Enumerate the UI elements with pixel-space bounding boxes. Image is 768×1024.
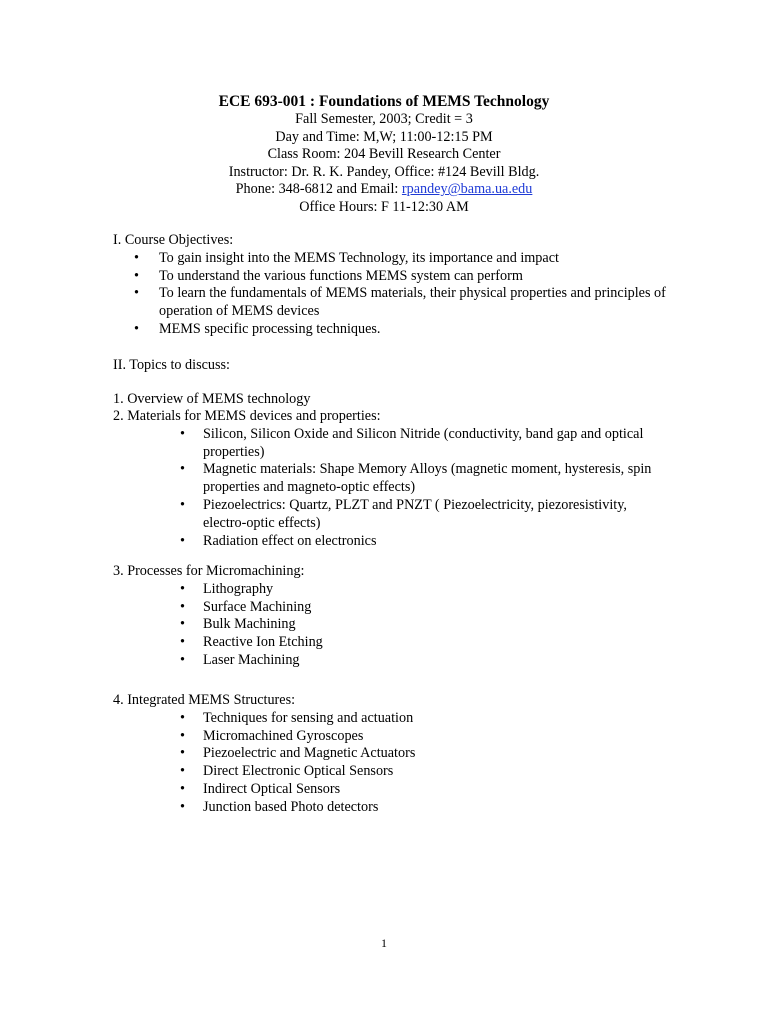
- topic-structures-section: [113, 692, 673, 817]
- course-title: ECE 693-001 : Foundations of MEMS Technology: [218, 93, 550, 110]
- bullet-icon: •: [180, 727, 185, 744]
- list-item: • Junction based Photo detectors: [180, 798, 379, 815]
- structures-list: [113, 710, 673, 817]
- topic-processes: 3. Processes for Micromachining:: [113, 563, 305, 579]
- list-item: • Silicon, Silicon Oxide and Silicon Nitride (conductivity, band gap and optical properties): [180, 425, 644, 460]
- bullet-icon: •: [180, 496, 185, 513]
- topic-processes-section: [113, 563, 673, 670]
- semester-line: Fall Semester, 2003; Credit = 3: [295, 111, 473, 127]
- list-item: • Laser Machining: [180, 651, 300, 668]
- list-item: • Surface Machining: [180, 598, 312, 615]
- classroom-line: Class Room: 204 Bevill Research Center: [267, 146, 501, 163]
- bullet-icon: •: [180, 745, 185, 762]
- bullet-icon: •: [134, 320, 139, 337]
- bullet-icon: •: [180, 461, 185, 478]
- bullet-icon: •: [180, 532, 185, 549]
- list-item: • Piezoelectrics: Quartz, PLZT and PNZT ( Piezoelectricity, piezoresistivity, electro-optic effects): [180, 496, 627, 531]
- objectives-heading: I. Course Objectives:: [113, 232, 234, 248]
- list-item: • To learn the fundamentals of MEMS materials, their physical properties and principles of operation of MEMS devices: [134, 285, 666, 320]
- list-item: • Indirect Optical Sensors: [180, 780, 341, 797]
- list-item: • Micromachined Gyroscopes: [180, 727, 364, 744]
- list-item: • Bulk Machining: [180, 616, 296, 633]
- email-link[interactable]: rpandey@bama.ua.edu: [401, 181, 533, 198]
- list-item: • Reactive Ion Etching: [180, 634, 323, 651]
- bullet-icon: •: [134, 267, 139, 284]
- bullet-icon: •: [180, 634, 185, 651]
- bullet-icon: •: [180, 709, 185, 726]
- office-hours-line: Office Hours: F 11-12:30 AM: [299, 198, 469, 215]
- bullet-icon: •: [180, 425, 185, 442]
- contact-line: [0, 181, 768, 199]
- objectives-list: [113, 250, 673, 339]
- bullet-icon: •: [180, 798, 185, 815]
- topic-materials-section: [113, 408, 673, 550]
- list-item: • Direct Electronic Optical Sensors: [180, 763, 394, 780]
- list-item: • Radiation effect on electronics: [180, 532, 377, 549]
- list-item: • To understand the various functions MEMS system can perform: [134, 267, 523, 284]
- bullet-icon: •: [134, 249, 139, 266]
- course-objectives-section: [113, 232, 673, 339]
- list-item: • Lithography: [180, 580, 274, 597]
- instructor-line: Instructor: Dr. R. K. Pandey, Office: #124 Bevill Bldg.: [228, 163, 540, 180]
- phone-text: Phone: 348-6812 and Email:: [235, 181, 402, 198]
- bullet-icon: •: [180, 651, 185, 668]
- list-item: • MEMS specific processing techniques.: [134, 320, 381, 337]
- bullet-icon: •: [180, 580, 185, 597]
- bullet-icon: •: [134, 285, 139, 302]
- list-item: • Techniques for sensing and actuation: [180, 709, 414, 726]
- bullet-icon: •: [180, 763, 185, 780]
- day-time-line: Day and Time: M,W; 11:00-12:15 PM: [275, 128, 493, 145]
- list-item: • To gain insight into the MEMS Technology, its importance and impact: [134, 249, 559, 266]
- list-item: • Magnetic materials: Shape Memory Alloys (magnetic moment, hysteresis, spin properties and magneto-optic effects): [180, 461, 652, 496]
- page-number: 1: [381, 936, 387, 950]
- course-header: [0, 92, 768, 217]
- topic-structures: 4. Integrated MEMS Structures:: [113, 692, 296, 708]
- list-item: • Piezoelectric and Magnetic Actuators: [180, 745, 416, 762]
- topic-overview: 1. Overview of MEMS technology: [113, 391, 311, 407]
- topic-materials: 2. Materials for MEMS devices and properties:: [113, 408, 381, 424]
- processes-list: [113, 581, 673, 670]
- bullet-icon: •: [180, 598, 185, 615]
- bullet-icon: •: [180, 780, 185, 797]
- materials-list: [113, 426, 673, 551]
- topics-heading: II. Topics to discuss:: [113, 357, 230, 373]
- bullet-icon: •: [180, 616, 185, 633]
